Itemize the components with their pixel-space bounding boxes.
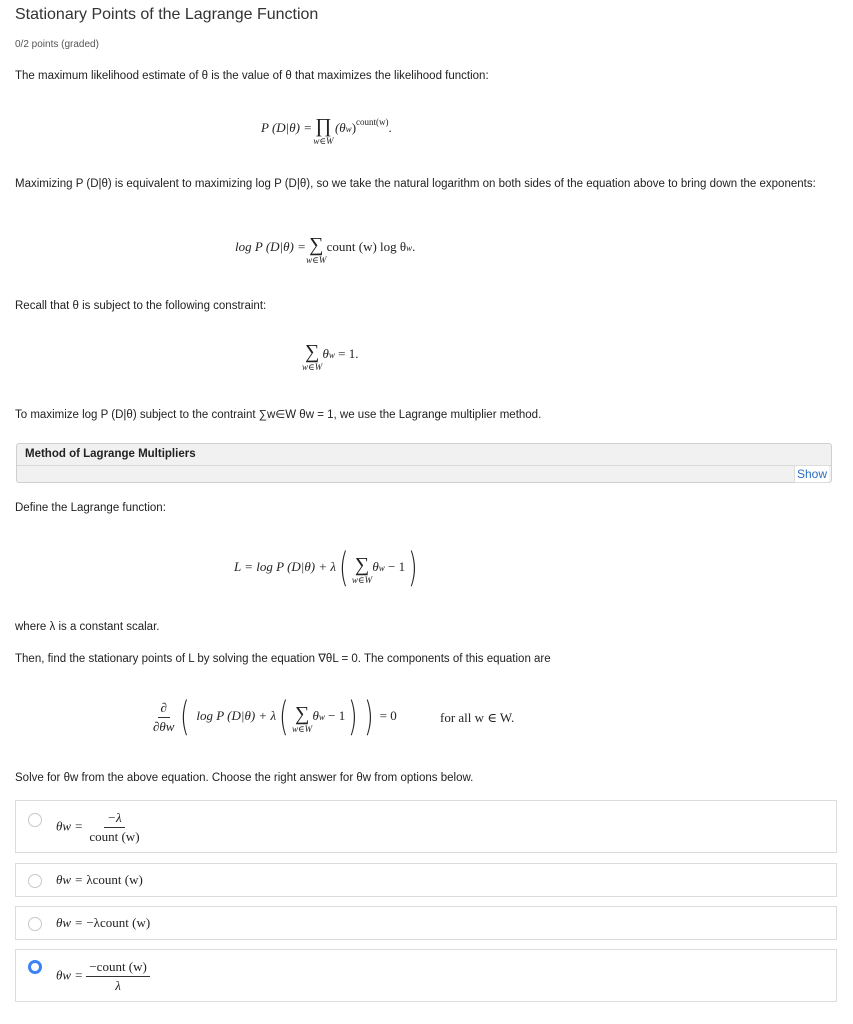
- option-lhs: θw =: [56, 915, 84, 930]
- sum-symbol: ∑: [294, 702, 310, 725]
- sum-index: w∈W: [351, 574, 373, 585]
- partial-den: ∂θw: [153, 718, 175, 734]
- lagrange-intro-text: To maximize log P (D|θ) subject to the contraint ∑w∈W θw = 1, we use the Lagrange multiplier method.: [15, 409, 542, 421]
- eq1-end: .: [388, 120, 392, 135]
- sum-symbol: ∑: [305, 341, 320, 363]
- radio-option-3[interactable]: [28, 917, 42, 931]
- inner-right-paren: ): [348, 694, 358, 740]
- eq2-rhs: count (w) log θ: [326, 239, 407, 254]
- eq2-end: .: [412, 239, 416, 254]
- eq4-sum: [351, 553, 373, 585]
- intro-text: The maximum likelihood estimate of θ is the value of θ that maximizes the likelihood function:: [15, 70, 489, 82]
- eq2-sum: [306, 234, 327, 265]
- outer-right-paren: ): [363, 694, 374, 740]
- answer-option-1[interactable]: [15, 800, 837, 853]
- lagrange-accordion: [16, 443, 832, 483]
- eq1-product: [313, 115, 334, 146]
- fraction-denominator: count (w): [89, 829, 140, 844]
- radio-option-1[interactable]: [28, 813, 42, 827]
- stationary-text: Then, find the stationary points of L by solving the equation ∇θL = 0. The components of this equation are: [15, 653, 551, 665]
- fraction-numerator: −count (w): [86, 960, 150, 977]
- lambda-text: where λ is a constant scalar.: [15, 621, 160, 633]
- option-4-fraction: [86, 960, 150, 993]
- eq5-body: θ: [312, 707, 319, 723]
- define-lagrange-text: Define the Lagrange function:: [15, 502, 166, 514]
- option-1-math: [56, 811, 143, 844]
- eq5-sub: w: [318, 711, 325, 722]
- sum-index: w∈W: [291, 723, 313, 734]
- eq5-sum: [291, 702, 313, 734]
- solve-instruction-text: Solve for θw from the above equation. Choose the right answer for θw from options below.: [15, 772, 474, 784]
- left-paren: (: [339, 545, 349, 591]
- sum-symbol: ∑: [309, 234, 324, 256]
- partial-derivative-equation: [150, 694, 397, 740]
- product-symbol: ∏: [315, 115, 332, 137]
- eq5-rhs: = 0: [379, 707, 397, 723]
- lagrange-function-equation: [234, 545, 421, 591]
- eq1-lhs: P (D|θ) =: [261, 120, 312, 135]
- eq5-inner: log P (D|θ) + λ: [196, 707, 277, 723]
- answer-option-2[interactable]: [15, 863, 837, 897]
- eq3-sum: [302, 341, 323, 372]
- option-2-value: λcount (w): [86, 872, 143, 887]
- right-paren: ): [408, 545, 418, 591]
- option-1-fraction: [86, 811, 142, 844]
- page-title: Stationary Points of the Lagrange Function: [15, 6, 319, 23]
- show-button[interactable]: Show: [794, 465, 829, 483]
- option-2-math: [56, 872, 143, 888]
- constraint-equation: [302, 341, 359, 372]
- eq1-sup: count(w): [356, 117, 389, 127]
- radio-option-2[interactable]: [28, 874, 42, 888]
- accordion-title: Method of Lagrange Multipliers: [25, 448, 196, 460]
- eq4-sub: w: [378, 562, 385, 573]
- partial-fraction: [150, 701, 177, 734]
- eq3-body: θ: [322, 346, 329, 361]
- eq1-sub: w: [345, 124, 352, 134]
- likelihood-equation: [261, 115, 392, 146]
- option-lhs: θw =: [56, 872, 84, 887]
- points-label: 0/2 points (graded): [15, 39, 99, 50]
- log-likelihood-equation: [235, 234, 416, 265]
- option-lhs: θw =: [56, 967, 84, 983]
- option-3-value: −λcount (w): [86, 915, 151, 930]
- option-lhs: θw =: [56, 818, 84, 834]
- option-3-math: [56, 915, 150, 931]
- eq4-lhs: L = log P (D|θ) + λ: [234, 558, 336, 574]
- eq3-rhs: = 1.: [338, 346, 359, 361]
- sum-index: w∈W: [306, 255, 327, 265]
- eq3-sub: w: [328, 350, 335, 360]
- fraction-numerator: −λ: [104, 811, 124, 828]
- eq2-sub: w: [406, 243, 413, 253]
- radio-option-4-selected[interactable]: [28, 960, 42, 974]
- fraction-denominator: λ: [115, 978, 121, 993]
- maximize-log-text: Maximizing P (D|θ) is equivalent to maximizing log P (D|θ), so we take the natural logarithm on both sides of the equation above to bring down the exponents:: [15, 178, 816, 190]
- partial-num: ∂: [158, 701, 170, 718]
- inner-left-paren: (: [279, 694, 289, 740]
- eq5-tail: − 1: [328, 707, 346, 723]
- answer-option-3[interactable]: [15, 906, 837, 940]
- answer-option-4[interactable]: [15, 949, 837, 1002]
- product-index: w∈W: [313, 136, 334, 146]
- sum-index: w∈W: [302, 362, 323, 372]
- eq1-close: ): [351, 120, 357, 135]
- outer-left-paren: (: [180, 694, 190, 740]
- sum-symbol: ∑: [354, 553, 370, 576]
- accordion-divider: [17, 465, 831, 466]
- eq2-lhs: log P (D|θ) =: [235, 239, 306, 254]
- constraint-text: Recall that θ is subject to the following constraint:: [15, 300, 267, 312]
- eq4-body: θ: [372, 558, 379, 574]
- forall-text: for all w ∈ W.: [440, 710, 515, 725]
- eq4-tail: − 1: [388, 558, 406, 574]
- option-4-math: [56, 960, 150, 993]
- eq1-body: (θ: [334, 120, 346, 135]
